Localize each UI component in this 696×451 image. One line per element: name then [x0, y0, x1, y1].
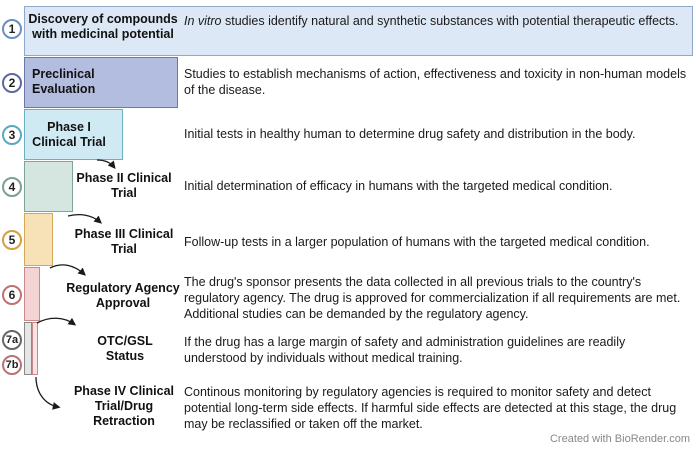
- arrow-4-to-5: [68, 215, 100, 222]
- stage-3-description: Initial tests in healthy human to determine drug safety and distribution in the body.: [184, 127, 636, 141]
- stage-3-number: 3: [2, 125, 22, 145]
- stage-5-number: 5: [2, 230, 22, 250]
- biorender-credit: Created with BioRender.com: [549, 433, 690, 445]
- arrow-3-to-4: [97, 160, 114, 167]
- stage-7a-number: 7a: [2, 330, 22, 350]
- stage-1-description-italic: In vitro: [184, 14, 222, 28]
- stage-1-title: Discovery of compounds with medicinal potential: [28, 12, 178, 41]
- stage-6-title: Regulatory Agency Approval: [66, 281, 180, 310]
- stage-2-title: Preclinical Evaluation: [32, 67, 96, 96]
- stage-6-description: The drug's sponsor presents the data collected in all previous trials to the country's regulatory agency. The drug is approved for commercialization if all requirements are met. Additional studies can be demanded by the regulatory agency.: [184, 275, 681, 321]
- stage-1-description: [184, 13, 684, 29]
- stage-7b-number: 7b: [2, 355, 22, 375]
- stage-7b-title: Phase IV Clinical Trial/Drug Retraction: [73, 384, 175, 428]
- stage-4-description: Initial determination of efficacy in humans with the targeted medical condition.: [184, 179, 613, 193]
- stage-2-number: 2: [2, 73, 22, 93]
- stage-5-description: Follow-up tests in a larger population of humans with the targeted medical condition.: [184, 235, 650, 249]
- stage-7a-title: OTC/GSL Status: [97, 334, 153, 363]
- stage-4-number: 4: [2, 177, 22, 197]
- stage-3-title: Phase I Clinical Trial: [32, 120, 106, 149]
- arrow-6-to-7: [37, 318, 74, 324]
- stage-1-number: 1: [2, 19, 22, 39]
- stage-2-description: Studies to establish mechanisms of action, effectiveness and toxicity in non-human models of the disease.: [184, 67, 687, 97]
- stage-7a-description: If the drug has a large margin of safety and administration guidelines are readily understood by individuals without medical training.: [184, 335, 626, 365]
- stage-5-title: Phase III Clinical Trial: [74, 227, 174, 256]
- stage-1-description-text: studies identify natural and synthetic substances with potential therapeutic effects.: [221, 14, 679, 28]
- stage-7b-description: Continous monitoring by regulatory agencies is required to monitor safety and detect potential long-term side effects. If harmful side effects are detected at this stage, the drug may be reclassified or taken off the market.: [184, 385, 677, 431]
- stage-4-title: Phase II Clinical Trial: [76, 171, 172, 200]
- arrow-5-to-6: [50, 265, 84, 274]
- arrow-7-to-phase4: [36, 377, 58, 407]
- stage-6-number: 6: [2, 285, 22, 305]
